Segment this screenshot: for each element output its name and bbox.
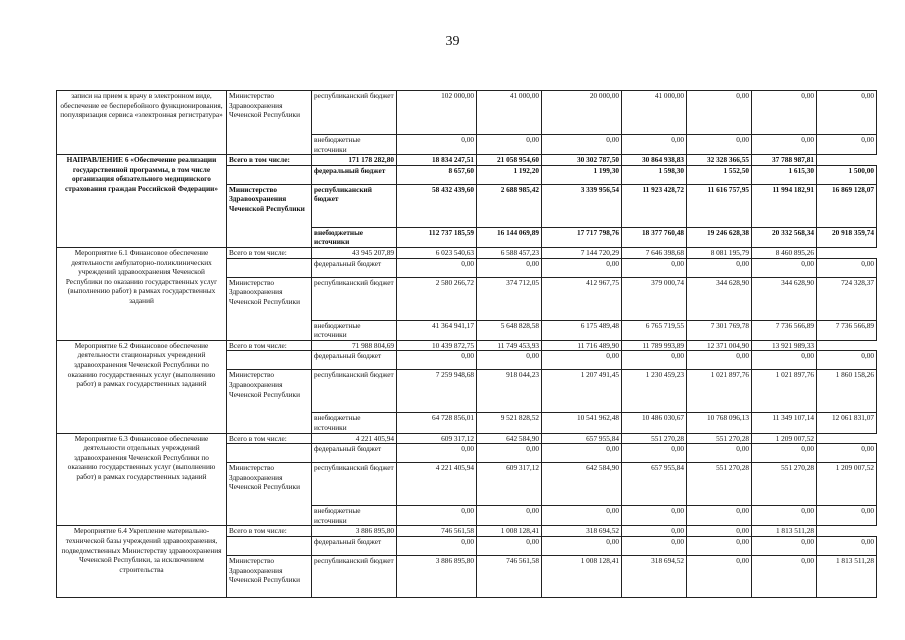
amount-cell: 657 955,84 bbox=[622, 463, 687, 506]
amount-cell: 10 439 872,75 bbox=[397, 340, 477, 351]
amount-cell: 746 561,58 bbox=[397, 526, 477, 537]
amount-cell: 0,00 bbox=[687, 444, 752, 463]
measure-cell: Мероприятие 6.1 Финансовое обеспечение деятельности амбулаторно-поликлинических учреждений здравоохранения Чеченской Республики по оказанию государственных услуг (выполнению работ) в рамках государственных заданий bbox=[57, 247, 227, 340]
funding-source-cell: федеральный бюджет bbox=[312, 444, 397, 463]
amount-cell: 2 688 985,42 bbox=[477, 184, 542, 227]
amount-cell: 0,00 bbox=[752, 506, 817, 526]
amount-cell: 12 061 831,07 bbox=[817, 413, 877, 433]
amount-cell: 11 994 182,91 bbox=[752, 184, 817, 227]
amount-cell: 11 789 993,89 bbox=[622, 340, 687, 351]
amount-cell: 4 221 405,94 bbox=[312, 433, 397, 444]
measure-cell: Мероприятие 6.2 Финансовое обеспечение деятельности стационарных учреждений здравоохранения Чеченской Республики по оказанию государственных услуг (выполнению работ) в рамках государственных заданий bbox=[57, 340, 227, 433]
amount-cell: 7 736 566,89 bbox=[817, 320, 877, 340]
amount-cell: 41 364 941,17 bbox=[397, 320, 477, 340]
amount-cell: 30 302 787,50 bbox=[542, 155, 622, 166]
amount-cell: 0,00 bbox=[687, 91, 752, 135]
amount-cell: 43 945 207,89 bbox=[312, 247, 397, 258]
amount-cell: 318 694,52 bbox=[542, 526, 622, 537]
amount-cell: 20 918 359,74 bbox=[817, 227, 877, 247]
amount-cell: 0,00 bbox=[622, 351, 687, 370]
responsible-cell bbox=[227, 351, 312, 370]
amount-cell: 1 008 128,41 bbox=[477, 526, 542, 537]
amount-cell: 0,00 bbox=[817, 258, 877, 277]
amount-cell: 0,00 bbox=[397, 351, 477, 370]
amount-cell: 10 768 096,13 bbox=[687, 413, 752, 433]
amount-cell: 746 561,58 bbox=[477, 555, 542, 597]
funding-source-cell: республиканский бюджет bbox=[312, 184, 397, 227]
amount-cell: 7 259 948,68 bbox=[397, 370, 477, 413]
amount-cell: 4 221 405,94 bbox=[397, 463, 477, 506]
responsible-cell: Министерство Здравоохранения Чеченской Республики bbox=[227, 555, 312, 597]
amount-cell: 1 552,50 bbox=[687, 165, 752, 184]
amount-cell: 0,00 bbox=[477, 351, 542, 370]
amount-cell: 1 500,00 bbox=[817, 165, 877, 184]
amount-cell: 0,00 bbox=[752, 351, 817, 370]
funding-source-cell: республиканский бюджет bbox=[312, 370, 397, 413]
amount-cell: 3 886 895,80 bbox=[312, 526, 397, 537]
amount-cell: 551 270,28 bbox=[687, 463, 752, 506]
responsible-cell bbox=[227, 258, 312, 277]
amount-cell: 0,00 bbox=[817, 444, 877, 463]
amount-cell: 0,00 bbox=[752, 444, 817, 463]
amount-cell: 10 541 962,48 bbox=[542, 413, 622, 433]
amount-cell: 642 584,90 bbox=[542, 463, 622, 506]
amount-cell: 1 860 158,26 bbox=[817, 370, 877, 413]
measure-cell: записи на прием к врачу в электронном виде, обеспечение ее бесперебойного функционирования, популяризация сервиса «электронная регистратура» bbox=[57, 91, 227, 155]
amount-cell: 12 371 004,90 bbox=[687, 340, 752, 351]
funding-source-cell: Всего в том числе: bbox=[227, 247, 312, 258]
table-row bbox=[57, 340, 877, 351]
amount-cell: 21 058 954,60 bbox=[477, 155, 542, 166]
amount-cell: 0,00 bbox=[622, 526, 687, 537]
amount-cell: 1 192,20 bbox=[477, 165, 542, 184]
responsible-cell: Министерство Здравоохранения Чеченской Республики bbox=[227, 91, 312, 155]
amount-cell: 0,00 bbox=[687, 506, 752, 526]
funding-source-cell: республиканский бюджет bbox=[312, 277, 397, 320]
amount-cell: 30 864 938,83 bbox=[622, 155, 687, 166]
amount-cell: 8 460 895,26 bbox=[752, 247, 817, 258]
amount-cell: 0,00 bbox=[687, 526, 752, 537]
amount-cell: 0,00 bbox=[397, 506, 477, 526]
amount-cell: 0,00 bbox=[542, 351, 622, 370]
amount-cell: 0,00 bbox=[542, 506, 622, 526]
amount-cell: 609 317,12 bbox=[477, 463, 542, 506]
amount-cell: 1 598,30 bbox=[622, 165, 687, 184]
amount-cell: 64 728 856,01 bbox=[397, 413, 477, 433]
amount-cell: 0,00 bbox=[752, 258, 817, 277]
amount-cell: 3 886 895,80 bbox=[397, 555, 477, 597]
amount-cell: 32 328 366,55 bbox=[687, 155, 752, 166]
amount-cell: 0,00 bbox=[687, 135, 752, 155]
amount-cell: 0,00 bbox=[687, 351, 752, 370]
amount-cell: 0,00 bbox=[622, 135, 687, 155]
amount-cell: 0,00 bbox=[622, 444, 687, 463]
amount-cell: 0,00 bbox=[752, 135, 817, 155]
funding-source-cell: Всего в том числе: bbox=[227, 526, 312, 537]
amount-cell: 0,00 bbox=[542, 444, 622, 463]
amount-cell: 20 000,00 bbox=[542, 91, 622, 135]
amount-cell: 0,00 bbox=[752, 555, 817, 597]
amount-cell: 0,00 bbox=[752, 91, 817, 135]
amount-cell: 374 712,05 bbox=[477, 277, 542, 320]
measure-cell: НАПРАВЛЕНИЕ 6 «Обеспечение реализации государственной программы, в том числе организация обязательного медицинского страхования граждан Российской Федерации» bbox=[57, 155, 227, 248]
amount-cell: 7 301 769,78 bbox=[687, 320, 752, 340]
amount-cell: 2 580 266,72 bbox=[397, 277, 477, 320]
amount-cell: 71 988 804,69 bbox=[312, 340, 397, 351]
amount-cell: 0,00 bbox=[477, 506, 542, 526]
amount-cell: 8 657,60 bbox=[397, 165, 477, 184]
amount-cell: 5 648 828,58 bbox=[477, 320, 542, 340]
amount-cell: 112 737 185,59 bbox=[397, 227, 477, 247]
amount-cell: 0,00 bbox=[397, 444, 477, 463]
amount-cell: 551 270,28 bbox=[687, 433, 752, 444]
funding-source-cell: республиканский бюджет bbox=[312, 555, 397, 597]
funding-source-cell: Всего в том числе: bbox=[227, 155, 312, 166]
amount-cell: 918 044,23 bbox=[477, 370, 542, 413]
amount-cell: 1 008 128,41 bbox=[542, 555, 622, 597]
amount-cell: 642 584,90 bbox=[477, 433, 542, 444]
amount-cell: 0,00 bbox=[622, 506, 687, 526]
amount-cell: 0,00 bbox=[752, 536, 817, 555]
measure-cell: Мероприятие 6.4 Укрепление материально-технической базы учреждений здравоохранения, подведомственных Министерству здравоохранения Чеченской Республики, за исключением строительства bbox=[57, 526, 227, 598]
amount-cell: 0,00 bbox=[542, 536, 622, 555]
responsible-cell: Министерство Здравоохранения Чеченской Республики bbox=[227, 277, 312, 340]
amount-cell: 7 736 566,89 bbox=[752, 320, 817, 340]
amount-cell: 0,00 bbox=[477, 135, 542, 155]
budget-table bbox=[56, 90, 877, 598]
funding-source-cell: федеральный бюджет bbox=[312, 536, 397, 555]
table-row bbox=[57, 247, 877, 258]
amount-cell: 11 616 757,95 bbox=[687, 184, 752, 227]
amount-cell: 1 021 897,76 bbox=[687, 370, 752, 413]
table-row bbox=[57, 526, 877, 537]
funding-source-cell: внебюджетные источники bbox=[312, 320, 397, 340]
funding-source-cell: федеральный бюджет bbox=[312, 165, 397, 184]
amount-cell: 102 000,00 bbox=[397, 91, 477, 135]
amount-cell: 11 349 107,14 bbox=[752, 413, 817, 433]
responsible-cell bbox=[227, 444, 312, 463]
amount-cell: 6 023 540,63 bbox=[397, 247, 477, 258]
amount-cell: 0,00 bbox=[817, 135, 877, 155]
funding-source-cell: республиканский бюджет bbox=[312, 91, 397, 135]
amount-cell: 1 207 491,45 bbox=[542, 370, 622, 413]
amount-cell: 1 209 007,52 bbox=[752, 433, 817, 444]
amount-cell: 0,00 bbox=[542, 135, 622, 155]
amount-cell: 0,00 bbox=[542, 258, 622, 277]
amount-cell: 16 869 128,07 bbox=[817, 184, 877, 227]
responsible-cell: Министерство Здравоохранения Чеченской Республики bbox=[227, 184, 312, 247]
amount-cell: 9 521 828,52 bbox=[477, 413, 542, 433]
responsible-cell bbox=[227, 536, 312, 555]
amount-cell: 0,00 bbox=[817, 536, 877, 555]
amount-cell: 0,00 bbox=[477, 536, 542, 555]
amount-cell: 1 813 511,28 bbox=[752, 526, 817, 537]
amount-cell: 1 230 459,23 bbox=[622, 370, 687, 413]
amount-cell: 17 717 798,76 bbox=[542, 227, 622, 247]
amount-cell: 609 317,12 bbox=[397, 433, 477, 444]
responsible-cell: Министерство Здравоохранения Чеченской Республики bbox=[227, 463, 312, 526]
amount-cell: 1 813 511,28 bbox=[817, 555, 877, 597]
funding-source-cell: республиканский бюджет bbox=[312, 463, 397, 506]
amount-cell: 379 000,74 bbox=[622, 277, 687, 320]
amount-cell: 11 923 428,72 bbox=[622, 184, 687, 227]
table-row bbox=[57, 155, 877, 166]
amount-cell: 0,00 bbox=[397, 258, 477, 277]
amount-cell: 344 628,90 bbox=[687, 277, 752, 320]
amount-cell: 551 270,28 bbox=[752, 463, 817, 506]
funding-source-cell: внебюджетные источники bbox=[312, 227, 397, 247]
amount-cell: 0,00 bbox=[622, 536, 687, 555]
amount-cell: 0,00 bbox=[817, 91, 877, 135]
amount-cell: 657 955,84 bbox=[542, 433, 622, 444]
amount-cell: 0,00 bbox=[397, 135, 477, 155]
funding-source-cell: внебюджетные источники bbox=[312, 506, 397, 526]
amount-cell: 58 432 439,60 bbox=[397, 184, 477, 227]
amount-cell: 1 021 897,76 bbox=[752, 370, 817, 413]
amount-cell: 41 000,00 bbox=[477, 91, 542, 135]
amount-cell: 412 967,75 bbox=[542, 277, 622, 320]
amount-cell: 11 716 489,90 bbox=[542, 340, 622, 351]
amount-cell: 0,00 bbox=[477, 258, 542, 277]
amount-cell: 318 694,52 bbox=[622, 555, 687, 597]
page-number: 39 bbox=[445, 34, 460, 49]
responsible-cell: Министерство Здравоохранения Чеченской Республики bbox=[227, 370, 312, 433]
amount-cell: 3 339 956,54 bbox=[542, 184, 622, 227]
table-row bbox=[57, 91, 877, 135]
amount-cell: 171 178 282,80 bbox=[312, 155, 397, 166]
amount-cell: 724 328,37 bbox=[817, 277, 877, 320]
amount-cell: 0,00 bbox=[817, 351, 877, 370]
amount-cell: 16 144 069,89 bbox=[477, 227, 542, 247]
funding-source-cell: внебюджетные источники bbox=[312, 135, 397, 155]
amount-cell: 0,00 bbox=[687, 536, 752, 555]
amount-cell: 8 081 195,79 bbox=[687, 247, 752, 258]
amount-cell: 0,00 bbox=[477, 444, 542, 463]
amount-cell: 0,00 bbox=[687, 258, 752, 277]
amount-cell: 13 921 989,33 bbox=[752, 340, 817, 351]
amount-cell: 7 144 720,29 bbox=[542, 247, 622, 258]
amount-cell: 18 377 760,48 bbox=[622, 227, 687, 247]
funding-source-cell: внебюджетные источники bbox=[312, 413, 397, 433]
amount-cell: 18 834 247,51 bbox=[397, 155, 477, 166]
measure-cell: Мероприятие 6.3 Финансовое обеспечение деятельности отдельных учреждений здравоохранения Чеченской Республики по оказанию государственных услуг (выполнению работ) в рамках государственных заданий bbox=[57, 433, 227, 526]
funding-source-cell: федеральный бюджет bbox=[312, 258, 397, 277]
amount-cell: 0,00 bbox=[622, 258, 687, 277]
funding-source-cell: Всего в том числе: bbox=[227, 340, 312, 351]
amount-cell: 344 628,90 bbox=[752, 277, 817, 320]
amount-cell: 37 788 987,81 bbox=[752, 155, 817, 166]
amount-cell: 0,00 bbox=[397, 536, 477, 555]
amount-cell: 41 000,00 bbox=[622, 91, 687, 135]
amount-cell: 551 270,28 bbox=[622, 433, 687, 444]
amount-cell: 6 765 719,55 bbox=[622, 320, 687, 340]
amount-cell: 1 199,30 bbox=[542, 165, 622, 184]
amount-cell: 0,00 bbox=[687, 555, 752, 597]
amount-cell: 20 332 568,34 bbox=[752, 227, 817, 247]
amount-cell: 1 209 007,52 bbox=[817, 463, 877, 506]
amount-cell: 6 175 489,48 bbox=[542, 320, 622, 340]
amount-cell: 11 749 453,93 bbox=[477, 340, 542, 351]
amount-cell: 1 615,30 bbox=[752, 165, 817, 184]
amount-cell: 0,00 bbox=[817, 506, 877, 526]
amount-cell: 6 588 457,23 bbox=[477, 247, 542, 258]
funding-source-cell: Всего в том числе: bbox=[227, 433, 312, 444]
responsible-cell bbox=[227, 165, 312, 184]
amount-cell: 7 646 398,68 bbox=[622, 247, 687, 258]
funding-source-cell: федеральный бюджет bbox=[312, 351, 397, 370]
amount-cell: 10 486 030,67 bbox=[622, 413, 687, 433]
amount-cell: 19 246 628,38 bbox=[687, 227, 752, 247]
table-row bbox=[57, 433, 877, 444]
